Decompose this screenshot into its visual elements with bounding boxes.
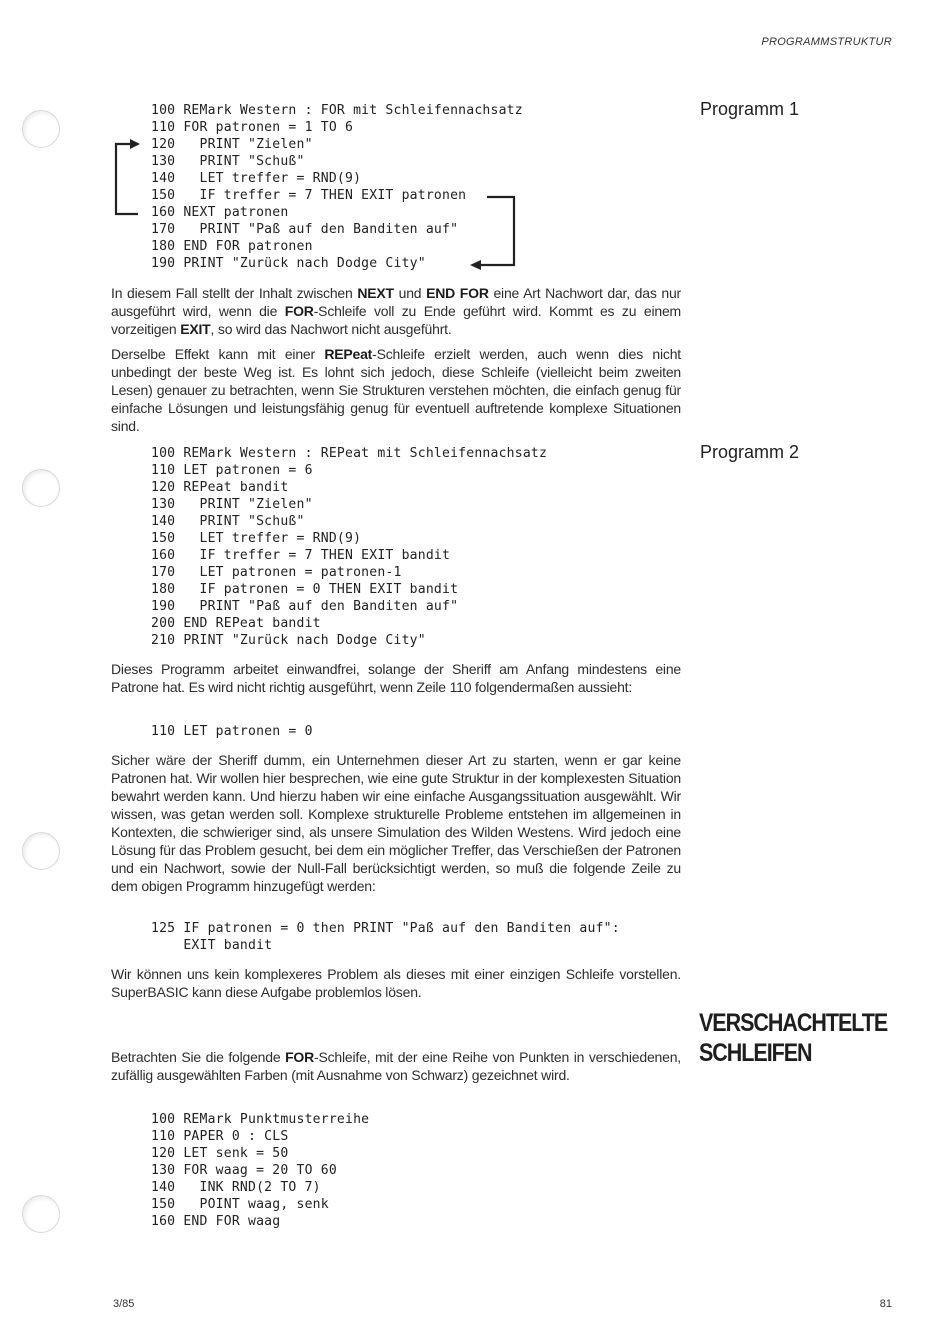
code-line: 110 LET patronen = 0 [151, 724, 313, 739]
code-line: 170 LET patronen = patronen-1 [151, 565, 402, 580]
paragraph: Derselbe Effekt kann mit einer REPeat-Schleife erzielt werden, auch wenn dies nicht unbedingt der beste Weg ist. Es lohnt sich jedoch, diese Schleife (vielleicht beim zweiten Lesen) genauer zu betrachten, wenn Sie Strukturen verstehen möchten, die einfach genug für einfache Lösungen und leistungsfähig genug für eventuell auftretende komplexe Situationen sind. [111, 346, 681, 434]
code-line: 130 FOR waag = 20 TO 60 [151, 1163, 337, 1178]
paragraph: Wir können uns kein komplexeres Problem als dieses mit einer einzigen Schleife vorstellen. SuperBASIC kann diese Aufgabe problemlos lösen. [111, 966, 681, 1000]
code-line: 130 PRINT "Zielen" [151, 497, 313, 512]
punch-hole [22, 469, 60, 507]
paragraph: Sicher wäre der Sheriff dumm, ein Unternehmen dieser Art zu starten, wenn er gar keine Patronen hat. Wir wollen hier besprechen, wie eine gute Struktur in der komplexesten Situation bewahrt werden kann. Und hierzu haben wir eine einfache Ausgangssituation ausgewählt. Wir wissen, was getan werden soll. Komplexe strukturelle Probleme entstehen im allgemeinen in Kontexten, die schwieriger sind, als unsere Simulation des Wilden Westens. Wird jedoch eine Lösung für das Problem gesucht, bei dem ein möglicher Treffer, das Verschießen der Patronen und ein Nachwort, sowie der Null-Fall berücksichtigt werden, so muß die folgende Zeile zu dem obigen Programm hinzugefügt werden: [111, 752, 681, 894]
program-2-label: Programm 2 [700, 442, 800, 462]
code-line: 100 REMark Punktmusterreihe [151, 1112, 370, 1127]
paragraph: In diesem Fall stellt der Inhalt zwischen NEXT und END FOR eine Art Nachwort dar, das nur ausgeführt wird, wenn die FOR-Schleife voll zu Ende geführt wird. Kommt es zu einem vorzeitigen EXIT, so wird das Nachwort nicht ausgeführt. [111, 285, 681, 337]
code-line: 120 PRINT "Zielen" [151, 137, 313, 152]
loop-back-arrow [116, 139, 140, 214]
edition-footer: 3/85 [113, 1298, 135, 1310]
code-line: 110 LET patronen = 6 [151, 463, 313, 478]
code-line: 150 IF treffer = 7 THEN EXIT patronen [151, 188, 467, 203]
paragraph: Dieses Programm arbeitet einwandfrei, solange der Sheriff am Anfang mindestens eine Patrone hat. Es wird nicht richtig ausgeführt, wenn Zeile 110 folgendermaßen aussieht: [111, 661, 681, 695]
code-line: 130 PRINT "Schuß" [151, 154, 305, 169]
code-line: 120 LET senk = 50 [151, 1146, 289, 1161]
code-line: 140 INK RND(2 TO 7) [151, 1180, 321, 1195]
code-line: 125 IF patronen = 0 then PRINT "Paß auf den Banditen auf": [151, 921, 620, 936]
code-line: 120 REPeat bandit [151, 480, 289, 495]
exit-jump-arrow [470, 197, 514, 270]
program-2-listing [151, 445, 547, 649]
punch-hole [22, 832, 60, 870]
code-line: 190 PRINT "Zurück nach Dodge City" [151, 256, 426, 271]
code-line: 100 REMark Western : FOR mit Schleifennachsatz [151, 103, 523, 118]
code-line: 110 FOR patronen = 1 TO 6 [151, 120, 354, 135]
code-line: 200 END REPeat bandit [151, 616, 321, 631]
section-heading: VERSCHACHTELTE SCHLEIFEN [699, 1009, 888, 1067]
code-line: 160 NEXT patronen [151, 205, 289, 220]
code-line: 180 IF patronen = 0 THEN EXIT bandit [151, 582, 459, 597]
code-line: 150 LET treffer = RND(9) [151, 531, 362, 546]
code-line: 160 IF treffer = 7 THEN EXIT bandit [151, 548, 451, 563]
paragraph: Betrachten Sie die folgende FOR-Schleife, mit der eine Reihe von Punkten in verschiedenen, zufällig ausgewählten Farben (mit Ausnahme von Schwarz) gezeichnet wird. [111, 1049, 681, 1083]
program-3-listing [151, 1111, 369, 1230]
code-line: 210 PRINT "Zurück nach Dodge City" [151, 633, 426, 648]
code-line: 110 PAPER 0 : CLS [151, 1129, 289, 1144]
page-number: 81 [879, 1298, 892, 1310]
flow-arrows [0, 0, 950, 300]
code-line: EXIT bandit [151, 938, 273, 953]
code-line: 170 PRINT "Paß auf den Banditen auf" [151, 222, 459, 237]
code-line: 140 LET treffer = RND(9) [151, 171, 362, 186]
running-header: PROGRAMMSTRUKTUR [761, 36, 892, 48]
code-line: 160 END FOR waag [151, 1214, 281, 1229]
code-line: 190 PRINT "Paß auf den Banditen auf" [151, 599, 459, 614]
code-snippet [151, 920, 620, 954]
punch-hole [22, 1195, 60, 1233]
code-snippet [151, 723, 313, 740]
code-line: 140 PRINT "Schuß" [151, 514, 305, 529]
code-line: 150 POINT waag, senk [151, 1197, 329, 1212]
code-line: 100 REMark Western : REPeat mit Schleifennachsatz [151, 446, 548, 461]
code-line: 180 END FOR patronen [151, 239, 313, 254]
program-1-label: Programm 1 [700, 99, 800, 119]
